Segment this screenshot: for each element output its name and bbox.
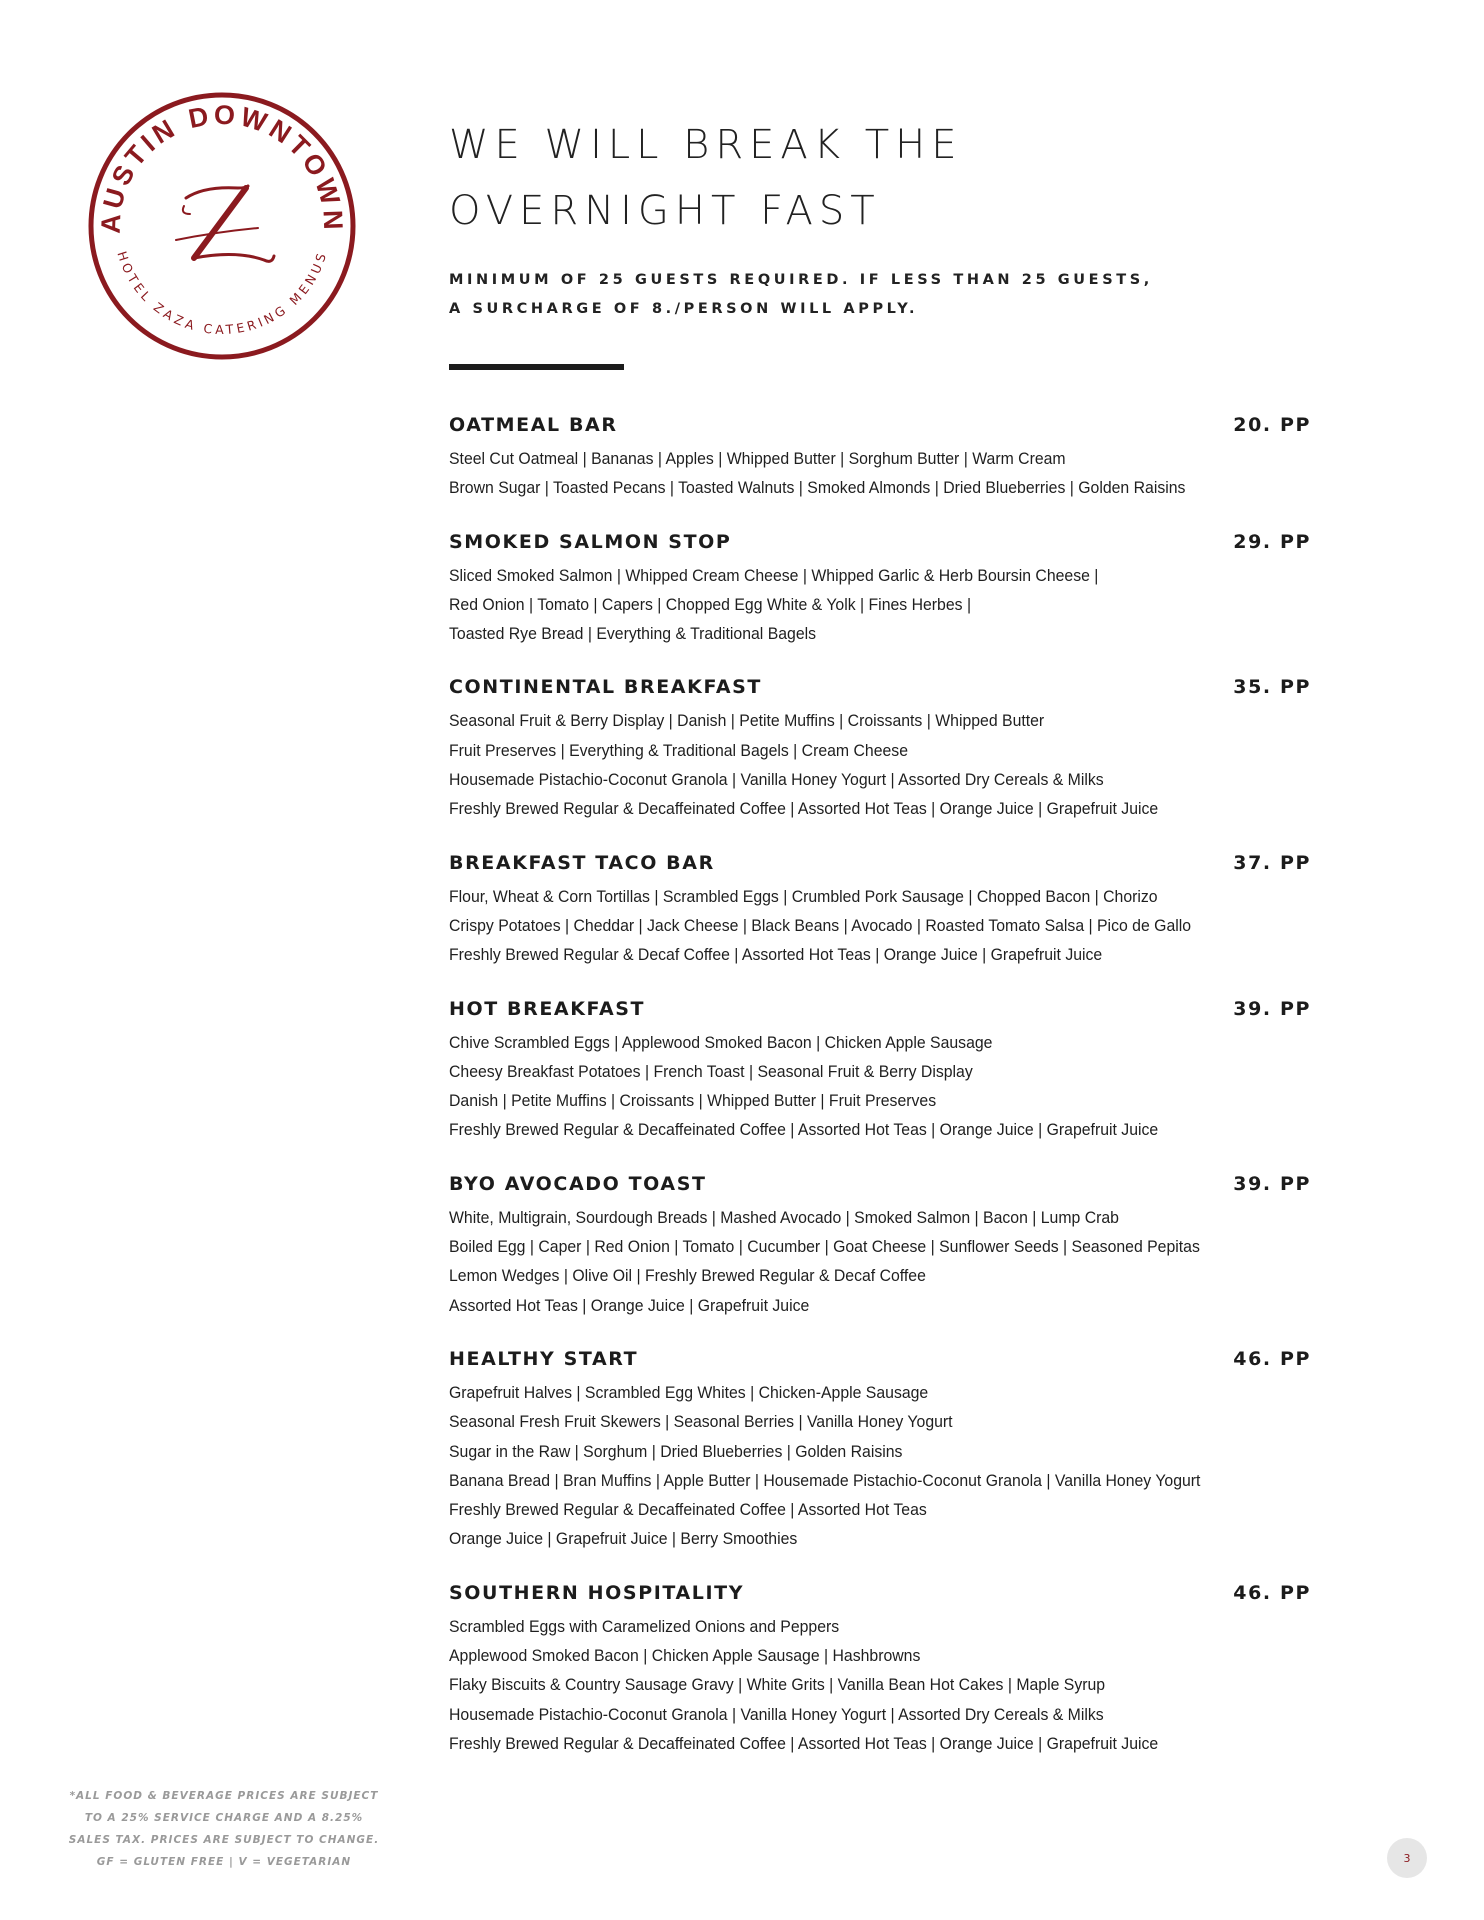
- section-price: 37. PP: [1233, 851, 1311, 874]
- menu-item-line: Housemade Pistachio-Coconut Granola | Vanilla Honey Yogurt | Assorted Dry Cereals & Milks: [449, 770, 1104, 790]
- section-header: [449, 1582, 1311, 1612]
- menu-item-line: Freshly Brewed Regular & Decaf Coffee | Assorted Hot Teas | Orange Juice | Grapefruit Juice: [449, 945, 1103, 965]
- menu-section: [449, 1582, 1311, 1758]
- page-title: [449, 112, 963, 244]
- menu-section: [449, 1173, 1311, 1320]
- menu-item-line: Housemade Pistachio-Coconut Granola | Vanilla Honey Yogurt | Assorted Dry Cereals & Milks: [449, 1704, 1104, 1724]
- subtitle-line-1: MINIMUM OF 25 GUESTS REQUIRED. IF LESS THAN 25 GUESTS,: [449, 272, 1153, 288]
- menu-item-line: Lemon Wedges | Olive Oil | Freshly Brewed Regular & Decaf Coffee: [449, 1266, 926, 1286]
- guest-minimum-note: [449, 266, 1153, 324]
- menu-item-line: Cheesy Breakfast Potatoes | French Toast | Seasonal Fruit & Berry Display: [449, 1061, 973, 1081]
- menu-item-line: Seasonal Fruit & Berry Display | Danish | Petite Muffins | Croissants | Whipped Butter: [449, 711, 1045, 731]
- pricing-disclaimer: [60, 1785, 388, 1873]
- divider-rule: [449, 364, 624, 370]
- menu-item-line: Seasonal Fresh Fruit Skewers | Seasonal Berries | Vanilla Honey Yogurt: [449, 1412, 953, 1432]
- menu-item-line: Grapefruit Halves | Scrambled Egg Whites | Chicken-Apple Sausage: [449, 1382, 929, 1402]
- menu-item-line: Sugar in the Raw | Sorghum | Dried Blueberries | Golden Raisins: [449, 1441, 903, 1461]
- logo-bottom-text: HOTEL ZAZA CATERING MENUS: [114, 249, 330, 337]
- page-number-badge: 3: [1387, 1838, 1427, 1878]
- menu-item-line: Danish | Petite Muffins | Croissants | Whipped Butter | Fruit Preserves: [449, 1091, 937, 1111]
- section-header: [449, 1348, 1311, 1378]
- z-monogram: [176, 186, 274, 261]
- menu-section: [449, 998, 1311, 1145]
- section-title: HEALTHY START: [449, 1347, 639, 1370]
- section-price: 29. PP: [1233, 530, 1311, 553]
- section-title: SMOKED SALMON STOP: [449, 530, 732, 553]
- menu-item-line: Steel Cut Oatmeal | Bananas | Apples | Whipped Butter | Sorghum Butter | Warm Cream: [449, 449, 1066, 468]
- section-price: 39. PP: [1233, 997, 1311, 1020]
- section-title: BREAKFAST TACO BAR: [449, 851, 715, 874]
- svg-text:AUSTIN DOWNTOWN: [96, 100, 349, 235]
- disclaimer-line-4: GF = GLUTEN FREE | V = VEGETARIAN: [96, 1856, 352, 1868]
- menu-item-line: Sliced Smoked Salmon | Whipped Cream Cheese | Whipped Garlic & Herb Boursin Cheese |: [449, 565, 1099, 585]
- menu-item-line: Chive Scrambled Eggs | Applewood Smoked Bacon | Chicken Apple Sausage: [449, 1032, 993, 1052]
- menu-item-line: Fruit Preserves | Everything & Traditional Bagels | Cream Cheese: [449, 740, 908, 760]
- menu-item-line: Boiled Egg | Caper | Red Onion | Tomato | Cucumber | Goat Cheese | Sunflower Seeds | Seasoned Pepitas: [449, 1237, 1200, 1257]
- section-header: [449, 676, 1311, 706]
- menu-item-line: Applewood Smoked Bacon | Chicken Apple Sausage | Hashbrowns: [449, 1646, 921, 1666]
- section-price: 46. PP: [1233, 1347, 1311, 1370]
- menu-item-line: Freshly Brewed Regular & Decaffeinated Coffee | Assorted Hot Teas | Orange Juice | Grapefruit Juice: [449, 1733, 1159, 1753]
- menu-item-line: Brown Sugar | Toasted Pecans | Toasted Walnuts | Smoked Almonds | Dried Blueberries | Golden Raisins: [449, 478, 1186, 498]
- disclaimer-line-3: SALES TAX. PRICES ARE SUBJECT TO CHANGE.: [68, 1834, 380, 1846]
- svg-text:HOTEL ZAZA CATERING MENUS: [115, 249, 329, 336]
- disclaimer-line-1: *ALL FOOD & BEVERAGE PRICES ARE SUBJECT: [69, 1790, 379, 1802]
- section-title: CONTINENTAL BREAKFAST: [449, 676, 762, 699]
- breakfast-menu: [449, 414, 1311, 1786]
- section-header: [449, 852, 1311, 882]
- section-title: BYO AVOCADO TOAST: [449, 1172, 707, 1195]
- subtitle-line-2: A SURCHARGE OF 8./PERSON WILL APPLY.: [449, 301, 919, 317]
- menu-item-line: Banana Bread | Bran Muffins | Apple Butter | Housemade Pistachio-Coconut Granola | Vanilla Honey Yogurt: [449, 1470, 1201, 1490]
- menu-item-line: Freshly Brewed Regular & Decaffeinated Coffee | Assorted Hot Teas | Orange Juice | Grapefruit Juice: [449, 1120, 1159, 1140]
- menu-section: [449, 414, 1311, 503]
- menu-item-line: Orange Juice | Grapefruit Juice | Berry Smoothies: [449, 1529, 798, 1549]
- menu-item-line: Assorted Hot Teas | Orange Juice | Grapefruit Juice: [449, 1295, 810, 1315]
- title-line-1: WE WILL BREAK THE: [449, 122, 963, 168]
- section-price: 35. PP: [1233, 676, 1311, 699]
- menu-item-line: Freshly Brewed Regular & Decaffeinated Coffee | Assorted Hot Teas: [449, 1500, 927, 1520]
- menu-item-line: Flaky Biscuits & Country Sausage Gravy | White Grits | Vanilla Bean Hot Cakes | Maple Syrup: [449, 1675, 1106, 1695]
- menu-item-line: Red Onion | Tomato | Capers | Chopped Egg White & Yolk | Fines Herbes |: [449, 594, 972, 614]
- section-title: SOUTHERN HOSPITALITY: [449, 1581, 745, 1604]
- section-header: [449, 998, 1311, 1028]
- logo-top-text: AUSTIN DOWNTOWN: [95, 99, 349, 235]
- menu-section: [449, 531, 1311, 649]
- section-header: [449, 1173, 1311, 1203]
- menu-item-line: Crispy Potatoes | Cheddar | Jack Cheese | Black Beans | Avocado | Roasted Tomato Salsa | Pico de Gallo: [449, 915, 1192, 935]
- section-price: 39. PP: [1233, 1172, 1311, 1195]
- menu-item-line: White, Multigrain, Sourdough Breads | Mashed Avocado | Smoked Salmon | Bacon | Lump Crab: [449, 1207, 1119, 1227]
- menu-section: [449, 852, 1311, 970]
- menu-item-line: Freshly Brewed Regular & Decaffeinated Coffee | Assorted Hot Teas | Orange Juice | Grapefruit Juice: [449, 799, 1159, 819]
- section-header: [449, 531, 1311, 561]
- section-price: 20. PP: [1233, 414, 1311, 436]
- menu-item-line: Toasted Rye Bread | Everything & Traditional Bagels: [449, 624, 817, 644]
- disclaimer-line-2: TO A 25% SERVICE CHARGE AND A 8.25%: [84, 1812, 364, 1824]
- section-price: 46. PP: [1233, 1581, 1311, 1604]
- section-title: HOT BREAKFAST: [449, 997, 646, 1020]
- menu-item-line: Scrambled Eggs with Caramelized Onions and Peppers: [449, 1616, 840, 1636]
- hotel-zaza-logo: [86, 90, 358, 362]
- section-title: OATMEAL BAR: [449, 414, 618, 436]
- menu-section: [449, 1348, 1311, 1554]
- menu-section: [449, 676, 1311, 823]
- section-header: [449, 414, 1311, 444]
- menu-item-line: Flour, Wheat & Corn Tortillas | Scrambled Eggs | Crumbled Pork Sausage | Chopped Bacon | Chorizo: [449, 886, 1158, 906]
- title-line-2: OVERNIGHT FAST: [449, 188, 881, 234]
